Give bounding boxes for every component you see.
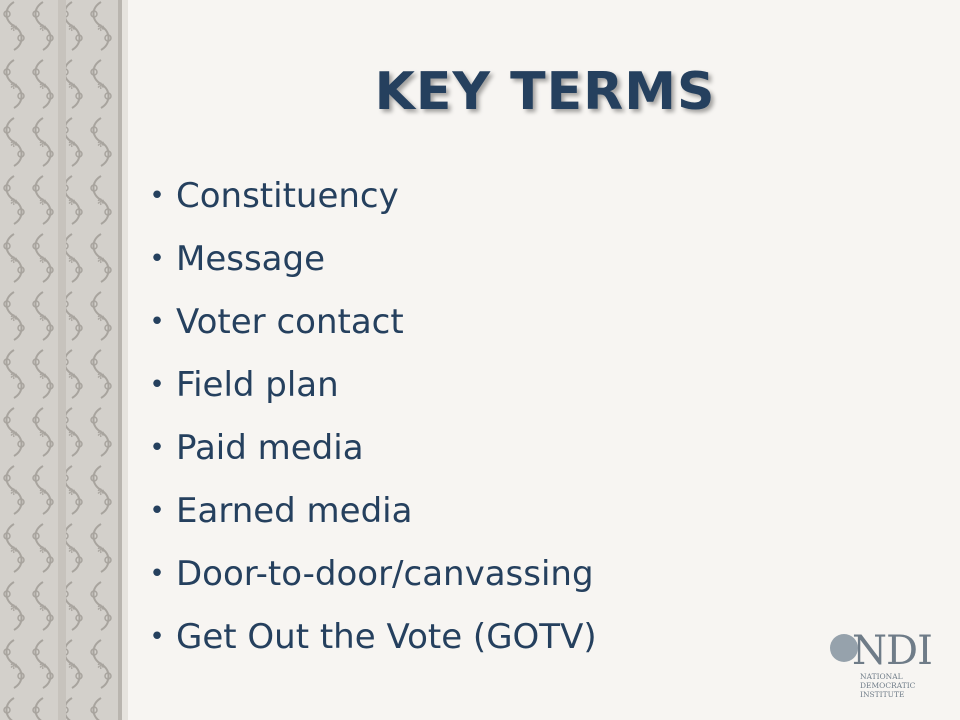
bullet-icon: • [149,243,165,274]
bullet-icon: • [149,558,165,589]
bullet-icon: • [149,369,165,400]
slide-title-text: KEY TERMS [374,62,716,122]
list-item [140,227,597,290]
bullet-icon: • [149,432,165,463]
logo-mark: NDI [852,628,932,674]
bullet-icon: • [149,180,165,211]
list-item-text: Voter contact [176,301,404,342]
list-item-text: Field plan [176,364,339,405]
list-item [140,542,597,605]
logo-line-2: DEMOCRATIC [860,681,916,690]
list-item [140,479,597,542]
bullet-icon: • [149,306,165,337]
key-terms-list [140,164,597,668]
list-item-text: Paid media [176,427,364,468]
bullet-icon: • [149,495,165,526]
list-item-text: Earned media [176,490,413,531]
logo-subtitle [860,672,915,699]
list-item-text: Door-to-door/canvassing [176,553,594,594]
logo-line-1: NATIONAL [860,672,903,681]
list-item [140,353,597,416]
list-item-text: Get Out the Vote (GOTV) [176,616,597,657]
slide-title [0,62,960,122]
list-item [140,290,597,353]
bullet-icon: • [149,621,165,652]
logo-line-3: INSTITUTE [860,690,905,699]
ndi-logo [830,628,942,712]
list-item [140,605,597,668]
list-item [140,164,597,227]
list-item-text: Message [176,238,326,279]
list-item [140,416,597,479]
list-item-text: Constituency [176,175,399,216]
